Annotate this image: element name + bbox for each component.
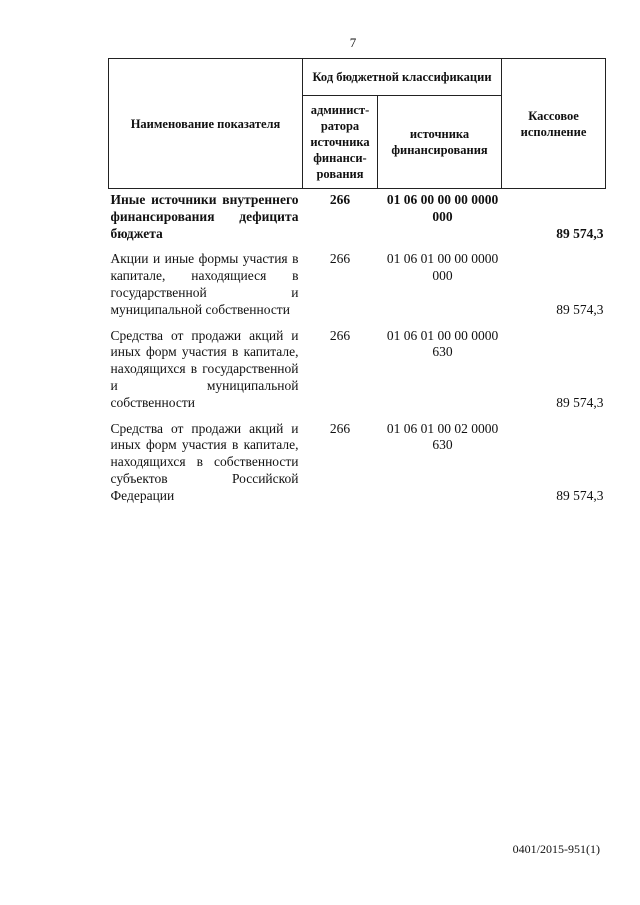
header-cash-execution: Кассовое исполнение [502,59,606,189]
row-admin-code: 266 [329,420,351,436]
row-source-code: 01 06 01 00 00 0000 630 [386,327,499,360]
row-name: Средства от продажи акций и иных форм участия в капитале, находящихся в государственной и муниципальной собственности [110,327,299,410]
row-execution: 89 574,3 [556,487,604,503]
row-admin-code: 266 [329,192,351,207]
page-number: 7 [349,35,357,50]
row-name: Акции и иные формы участия в капитале, находящиеся в государственной и муниципальной собственности [110,251,299,317]
header-source: источника финансирования [378,96,502,189]
row-execution: 89 574,3 [556,225,604,241]
row-name: Иные источники внутреннего финансирования дефицита бюджета [110,192,299,241]
table-row [109,251,606,327]
row-name: Средства от продажи акций и иных форм участия в капитале, находящихся в собственности субъектов Российской Федерации [110,420,299,503]
row-source-code: 01 06 01 00 00 0000 000 [386,251,499,284]
row-admin-code: 266 [329,251,351,267]
row-admin-code: 266 [329,327,351,343]
table-row [109,189,606,252]
row-source-code: 01 06 01 00 02 0000 630 [386,420,499,453]
table-row [109,328,606,421]
budget-table [108,58,606,514]
document-code: 0401/2015-951(1) [512,842,600,856]
row-source-code: 01 06 00 00 00 0000 000 [386,192,499,224]
row-execution: 89 574,3 [556,394,604,410]
header-indicator-name: Наименование показателя [109,59,303,189]
row-execution: 89 574,3 [556,301,604,317]
header-administrator: админист-ратора источника финанси-рования [303,96,378,189]
table-row [109,421,606,514]
header-budget-code: Код бюджетной классификации [303,59,502,96]
